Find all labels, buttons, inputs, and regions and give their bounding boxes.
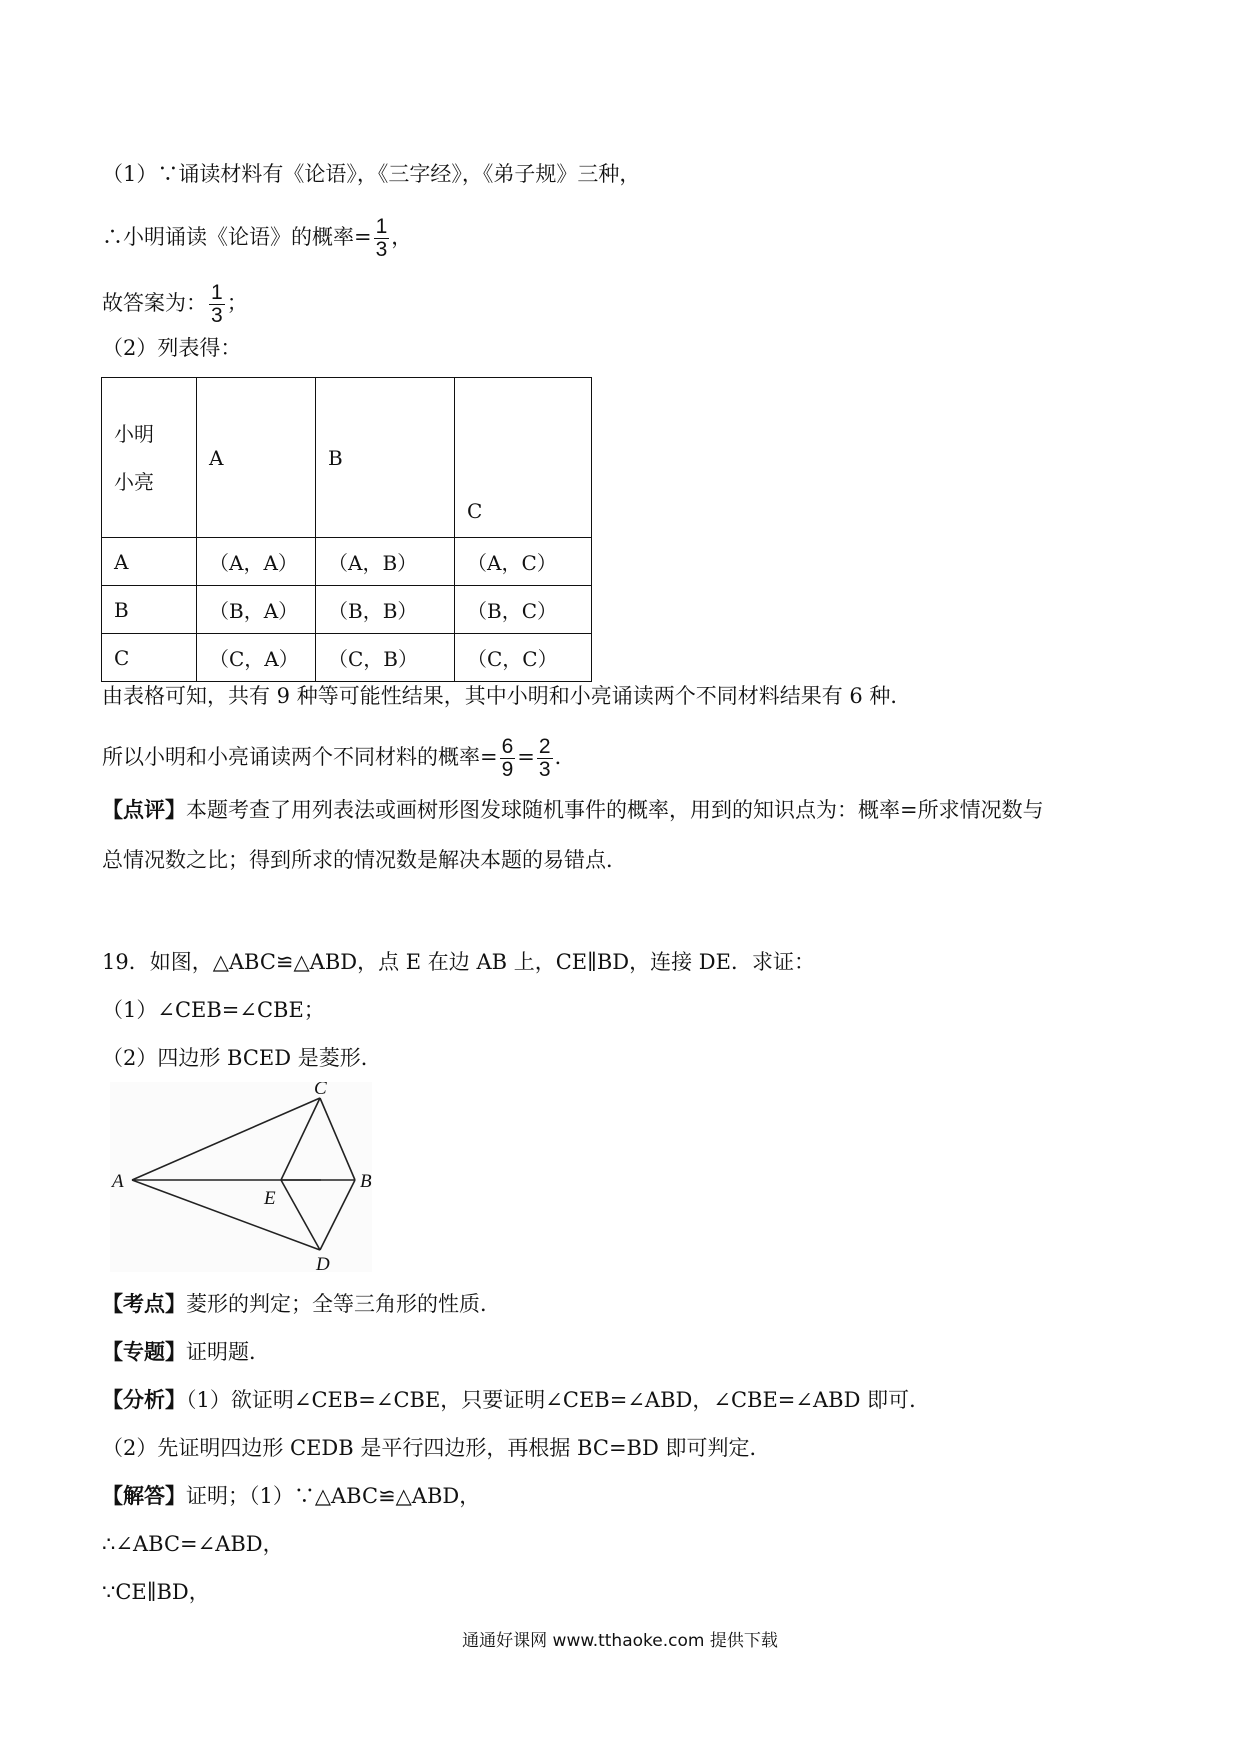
row-label: B <box>102 586 197 634</box>
fenxi-tag: 【分析】 <box>102 1387 186 1412</box>
comment-tag: 【点评】 <box>102 797 186 822</box>
segment-AC <box>132 1098 320 1180</box>
point-label-E: E <box>264 1188 276 1209</box>
table-cell: （A，A） <box>197 538 316 586</box>
fraction-six-ninths <box>500 736 516 781</box>
line2-prefix: ∴小明诵读《论语》的概率= <box>102 225 372 249</box>
jieda-line3: ∵CE∥BD， <box>102 1580 210 1604</box>
table-cell: （C，A） <box>197 634 316 682</box>
row-label: C <box>102 634 197 682</box>
segment-CB <box>320 1098 355 1180</box>
equals-sign: = <box>517 745 535 769</box>
segment-BD <box>320 1180 355 1250</box>
prob-prefix: 所以小明和小亮诵读两个不同材料的概率= <box>102 745 498 769</box>
prob-suffix: ． <box>554 745 576 769</box>
table-cell: （B，C） <box>455 586 592 634</box>
point-label-B: B <box>360 1171 372 1192</box>
kaodian-tag: 【考点】 <box>102 1291 186 1316</box>
part1-line3 <box>102 282 248 327</box>
fenxi-text1: （1）欲证明∠CEB=∠CBE，只要证明∠CEB=∠ABD，∠CBE=∠ABD 即可． <box>186 1388 931 1412</box>
segment-ED <box>281 1180 320 1250</box>
table-header-cell: A <box>197 378 316 538</box>
table-corner-cell <box>102 378 197 538</box>
page-footer: 通通好课网 www.tthaoke.com 提供下载 <box>462 1631 778 1651</box>
geometry-figure <box>110 1082 372 1272</box>
part2-intro: （2）列表得： <box>102 336 242 360</box>
problem19-q2: （2）四边形 BCED 是菱形． <box>102 1046 382 1070</box>
line3-prefix: 故答案为： <box>102 291 207 315</box>
zhuanti-text: 证明题． <box>186 1340 270 1364</box>
line3-suffix: ； <box>226 291 248 315</box>
comment-line2: 总情况数之比；得到所求的情况数是解决本题的易错点． <box>102 848 627 872</box>
line2-suffix: ， <box>391 225 413 249</box>
corner-bottom-label: 小亮 <box>114 469 154 494</box>
jieda-tag: 【解答】 <box>102 1483 186 1508</box>
zhuanti-tag: 【专题】 <box>102 1339 186 1364</box>
outcome-table <box>101 377 592 682</box>
point-label-C: C <box>314 1082 327 1099</box>
comment-text: 本题考查了用列表法或画树形图发球随机事件的概率，用到的知识点为：概率=所求情况数与 <box>186 798 1044 822</box>
jieda-text1: 证明；（1）∵△ABC≌△ABD， <box>186 1484 481 1508</box>
fraction-denominator: 9 <box>501 758 514 781</box>
fraction-numerator: 1 <box>211 281 223 304</box>
part1-line2 <box>102 216 412 261</box>
fraction-numerator: 1 <box>375 215 388 238</box>
point-label-D: D <box>316 1254 330 1272</box>
table-cell: （A，B） <box>316 538 455 586</box>
kaodian-text: 菱形的判定；全等三角形的性质． <box>186 1292 501 1316</box>
fraction-numerator: 6 <box>501 735 514 758</box>
fraction-one-third-answer <box>209 282 225 327</box>
table-cell: （B，A） <box>197 586 316 634</box>
table-row <box>102 538 592 586</box>
segment-AD <box>132 1180 320 1250</box>
problem19-q1: （1）∠CEB=∠CBE； <box>102 998 325 1022</box>
part2-conclusion: 由表格可知，共有 9 种等可能性结果，其中小明和小亮诵读两个不同材料结果有 6 种． <box>102 684 912 708</box>
row-label: A <box>102 538 197 586</box>
segment-CE <box>281 1098 320 1180</box>
fraction-two-thirds <box>537 736 553 781</box>
zhuanti-line <box>102 1338 270 1366</box>
problem19-stem: 19．如图，△ABC≌△ABD，点 E 在边 AB 上，CE∥BD，连接 DE．求证： <box>102 950 815 974</box>
part2-probability <box>102 736 576 781</box>
comment-line1 <box>102 796 1044 824</box>
fraction-one-third <box>374 216 390 261</box>
fraction-denominator: 3 <box>538 758 551 781</box>
table-cell: （C，B） <box>316 634 455 682</box>
point-label-A: A <box>112 1171 124 1192</box>
fenxi-line1 <box>102 1386 930 1414</box>
fenxi-line2: （2）先证明四边形 CEDB 是平行四边形，再根据 BC=BD 即可判定． <box>102 1436 771 1460</box>
corner-top-label: 小明 <box>114 421 154 446</box>
fraction-denominator: 3 <box>211 304 223 327</box>
table-header-row <box>102 378 592 538</box>
jieda-line1 <box>102 1482 480 1510</box>
table-cell: （A，C） <box>455 538 592 586</box>
table-row <box>102 634 592 682</box>
table-cell: （C，C） <box>455 634 592 682</box>
part1-line1: （1）∵诵读材料有《论语》，《三字经》，《弟子规》三种， <box>102 162 641 186</box>
jieda-line2: ∴∠ABC=∠ABD， <box>102 1532 284 1556</box>
fraction-denominator: 3 <box>375 238 388 261</box>
fraction-numerator: 2 <box>538 735 551 758</box>
kaodian-line <box>102 1290 501 1318</box>
table-cell: （B，B） <box>316 586 455 634</box>
table-row <box>102 586 592 634</box>
table-header-cell: C <box>455 378 592 538</box>
table-header-cell: B <box>316 378 455 538</box>
